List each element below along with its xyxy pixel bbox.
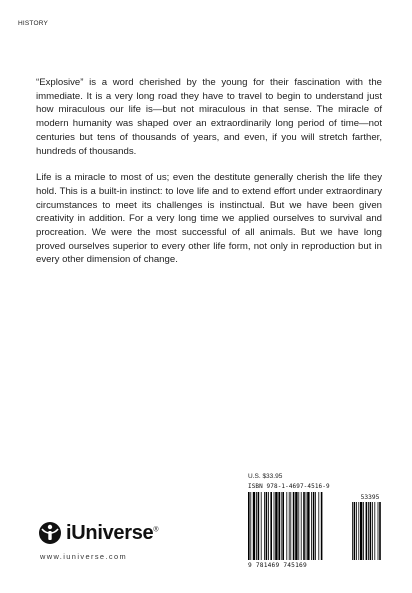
- publisher-logo[interactable]: [38, 520, 158, 546]
- barcode: [248, 492, 388, 574]
- blurb-paragraph-2: Life is a miracle to most of us; even the destitute generally cherish the life they hold. This is a built-in instinct: to love life and to extend effort under extraordinary circumstances to meet its challenges is instinctual. But we have been given creativity in addition. For a very long time we applied ourselves to survival and procreation. We were the most successful of all animals. But we have long proved ourselves superior to every other life form, not only in reproduction but in every other dimension of change.: [36, 172, 382, 266]
- barcode-ean-digits: 9 781469 745169: [248, 562, 307, 569]
- registered-mark: ®: [153, 525, 159, 533]
- publisher-name-text: iUniverse: [66, 521, 154, 544]
- publisher-name: [66, 522, 158, 545]
- isbn-label: ISBN 978-1-4697-4516-9: [248, 483, 330, 490]
- price-label: U.S. $33.95: [248, 473, 283, 480]
- publisher-url[interactable]: www.iuniverse.com: [40, 552, 128, 561]
- category-label: HISTORY: [18, 20, 49, 27]
- barcode-addon-number: 53395: [360, 494, 380, 501]
- barcode-bars-icon: [248, 492, 388, 562]
- blurb: [36, 76, 382, 280]
- blurb-paragraph-1: “Explosive” is a word cherished by the young for their fascination with the immediate. It is a very long road they have to travel to begin to understand just how miraculous our life is—but not miraculous in that sense. The miracle of modern humanity was shaped over an extraordinarily long period of time—not centuries but tens of thousands of years, and even, if you will stretch farther, hundreds of thousands.: [36, 77, 382, 157]
- price-isbn-block: [248, 473, 388, 490]
- iuniverse-logo-icon: [38, 521, 62, 545]
